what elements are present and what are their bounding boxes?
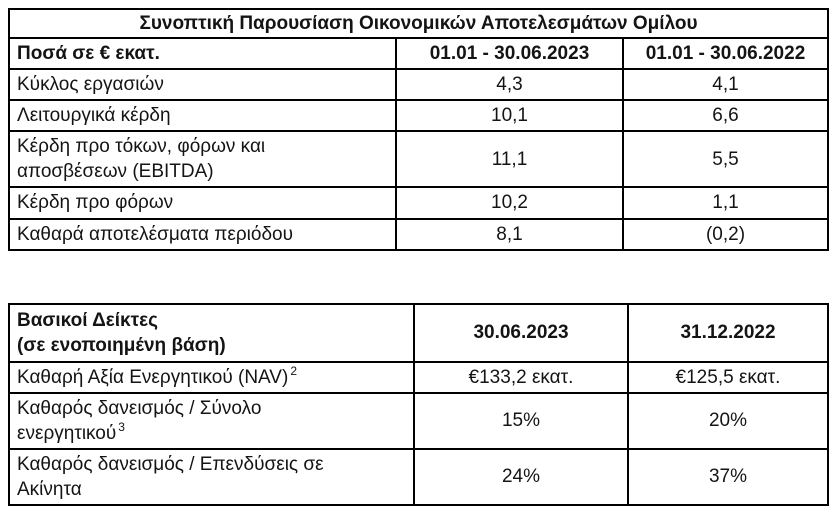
table2-header-label-line1: Βασικοί Δείκτες: [17, 309, 159, 331]
table2-header-date-current: 30.06.2023: [414, 304, 628, 362]
table-title-row: [9, 9, 828, 38]
value-current: 10,2: [396, 187, 623, 218]
value-prior: 4,1: [623, 69, 828, 100]
row-label: [9, 449, 414, 505]
value-current: 8,1: [396, 219, 623, 250]
table1-header-label: Ποσά σε € εκατ.: [9, 38, 396, 69]
table-row: [9, 187, 828, 218]
financial-results-table: [8, 8, 829, 251]
row-label: [9, 362, 414, 393]
value-current: 15%: [414, 393, 628, 449]
table-row: [9, 100, 828, 131]
row-label: Κέρδη προ φόρων: [9, 187, 396, 218]
value-prior: 1,1: [623, 187, 828, 218]
row-label: Καθαρά αποτελέσματα περιόδου: [9, 219, 396, 250]
table-row: [9, 393, 828, 449]
row-label-text: Καθαρός δανεισμός / Επενδύσεις σε Ακίνητα: [17, 453, 324, 500]
row-label-text: Καθαρή Αξία Ενεργητικού (NAV): [17, 366, 289, 388]
table-row: [9, 131, 828, 187]
table2-header-label-line2: (σε ενοποιημένη βάση): [17, 334, 226, 356]
table2-header-row: [9, 304, 828, 362]
row-label: Λειτουργικά κέρδη: [9, 100, 396, 131]
value-current: 24%: [414, 449, 628, 505]
document-page: [8, 8, 827, 506]
table1-header-period-prior: 01.01 - 30.06.2022: [623, 38, 828, 69]
value-current: 11,1: [396, 131, 623, 187]
table1-header-row: [9, 38, 828, 69]
row-label: [9, 393, 414, 449]
value-prior: 6,6: [623, 100, 828, 131]
table-row: [9, 362, 828, 393]
table-row: [9, 449, 828, 505]
table1-title: Συνοπτική Παρουσίαση Οικονομικών Αποτελεσμάτων Ομίλου: [9, 9, 828, 38]
table2-header-label: [9, 304, 414, 362]
table2-header-date-prior: 31.12.2022: [628, 304, 828, 362]
row-label: Κέρδη προ τόκων, φόρων και αποσβέσεων (EBITDA): [9, 131, 396, 187]
key-indicators-table: [8, 303, 829, 506]
row-label-text: Καθαρός δανεισμός / Σύνολο ενεργητικού: [17, 397, 262, 444]
table-row: [9, 69, 828, 100]
value-current: €133,2 εκατ.: [414, 362, 628, 393]
table1-header-period-current: 01.01 - 30.06.2023: [396, 38, 623, 69]
value-current: 10,1: [396, 100, 623, 131]
value-prior: €125,5 εκατ.: [628, 362, 828, 393]
footnote-ref-superscript: 3: [118, 420, 125, 435]
value-prior: 20%: [628, 393, 828, 449]
value-prior: 37%: [628, 449, 828, 505]
value-prior: (0,2): [623, 219, 828, 250]
table-row: [9, 219, 828, 250]
row-label: Κύκλος εργασιών: [9, 69, 396, 100]
footnote-ref-superscript: 2: [290, 364, 297, 379]
value-prior: 5,5: [623, 131, 828, 187]
value-current: 4,3: [396, 69, 623, 100]
